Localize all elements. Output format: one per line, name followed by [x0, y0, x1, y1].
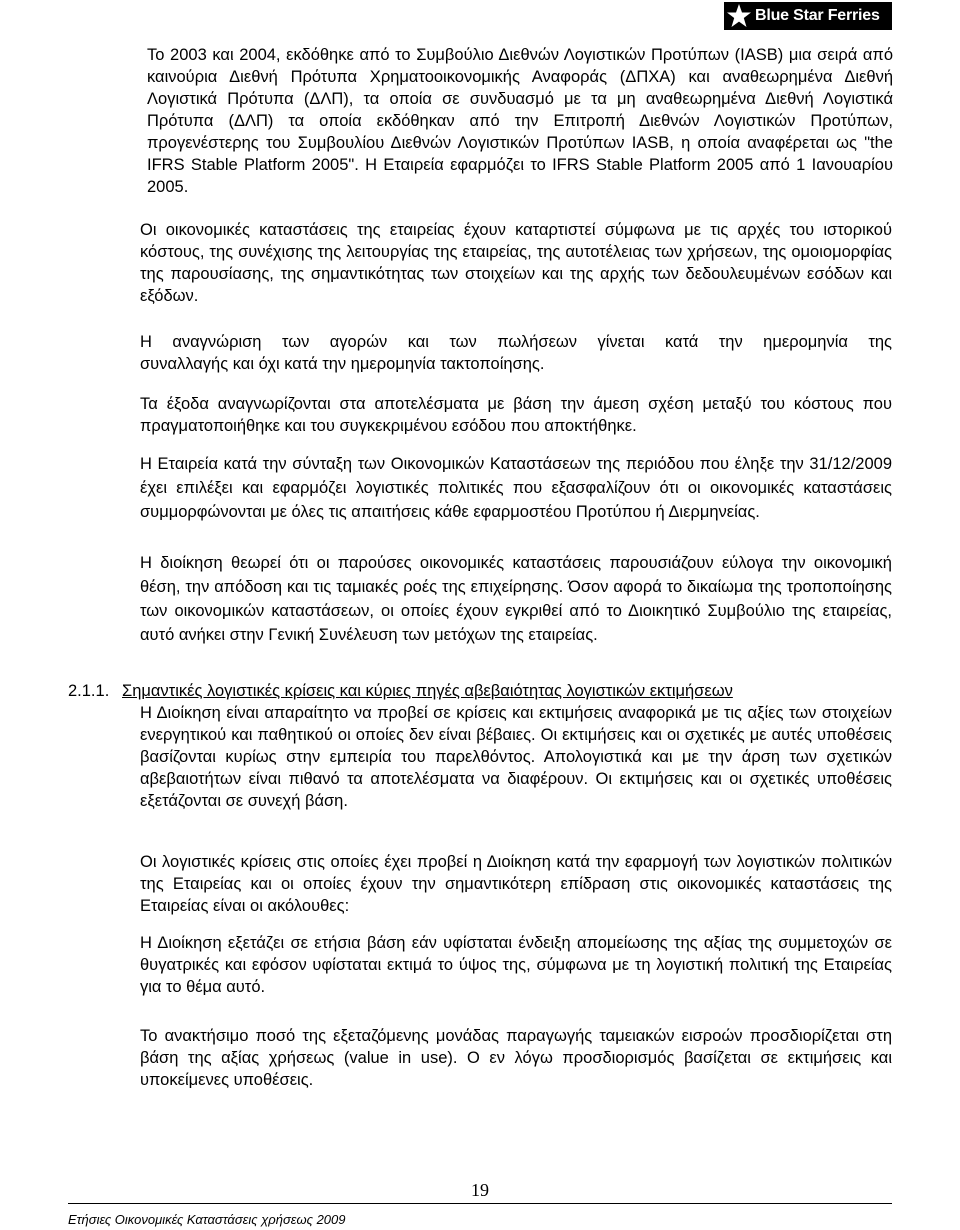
- page-number: 19: [471, 1180, 489, 1200]
- paragraph-expenses: Τα έξοδα αναγνωρίζονται στα αποτελέσματα με βάση την άμεση σχέση μεταξύ του κόστους που πραγματοποιήθηκε και του συγκεκριμένου εσόδου που αποκτήθηκε.: [140, 395, 892, 435]
- footer-caption: Ετήσιες Οικονομικές Καταστάσεις χρήσεως 2009: [68, 1212, 346, 1227]
- paragraph-accounting-principles: Οι οικονομικές καταστάσεις της εταιρείας έχουν καταρτιστεί σύμφωνα με τις αρχές του ιστορικού κόστους, της συνέχισης της λειτουργίας της εταιρείας, της αυτοτέλειας των χρήσεων, της ομοιομορφίας της παρουσίασης, της σημαντικότητας των στοιχείων και της αρχής των δεδουλευμένων εσόδων και εξόδων.: [140, 221, 892, 305]
- paragraph-impairment: Η Διοίκηση εξετάζει σε ετήσια βάση εάν υφίσταται ένδειξη απομείωσης της αξίας της συμμετοχών σε θυγατρικές και εφόσον υφίσταται εκτιμά το ύψος της, σύμφωνα με τη λογιστική πολιτική της Εταιρείας για το θέμα αυτό.: [140, 934, 892, 996]
- paragraph-estimates: Η Διοίκηση είναι απαραίτητο να προβεί σε κρίσεις και εκτιμήσεις αναφορικά με τις αξίες των στοιχείων ενεργητικού και παθητικού οι οποίες δεν είναι βέβαιες. Οι εκτιμήσεις και οι σχετικές με αυτές υποθέσεις βασίζονται κυρίως στην εμπειρία του παρελθόντος. Απολογιστικά και με την άρση των σχετικών αβεβαιοτήτων είναι πιθανό τα αποτελέσματα να διαφέρουν. Οι εκτιμήσεις και οι σχετικές υποθέσεις εξετάζονται σε συνεχή βάση.: [140, 704, 892, 810]
- logo-text: Blue Star Ferries: [755, 7, 880, 24]
- paragraph-recognition-line1: Η αναγνώριση των αγορών και των πωλήσεων γίνεται κατά την ημερομηνία της: [140, 333, 892, 351]
- section-title: Σημαντικές λογιστικές κρίσεις και κύριες πηγές αβεβαιότητας λογιστικών εκτιμήσεων: [122, 682, 733, 700]
- paragraph-recoverable-amount: Το ανακτήσιμο ποσό της εξεταζόμενης μονάδας παραγωγής ταμειακών εισροών προσδιορίζεται στη βάση της αξίας χρήσεως (value in use). Ο εν λόγω προσδιορισμός βασίζεται σε εκτιμήσεις και υποκείμενες υποθέσεις.: [140, 1027, 892, 1089]
- section-heading: [68, 680, 898, 702]
- section-number: 2.1.1.: [68, 682, 110, 700]
- footer-divider: [68, 1203, 892, 1204]
- paragraph-recognition-line2: συναλλαγής και όχι κατά την ημερομηνία τακτοποίησης.: [140, 355, 545, 373]
- paragraph-ifrs-intro: Το 2003 και 2004, εκδόθηκε από το Συμβούλιο Διεθνών Λογιστικών Προτύπων (IASB) μια σειρά από καινούρια Διεθνή Πρότυπα Χρηματοοικονομικής Αναφοράς (ΔΠΧΑ) και αναθεωρημένα Διεθνή Λογιστικά Πρότυπα (ΔΛΠ), τα οποία σε συνδυασμό με τα μη αναθεωρημένα Διεθνή Λογιστικά Πρότυπα (ΔΛΠ) τα οποία εκδόθηκαν από την Επιτροπή Διεθνών Λογιστικών Προτύπων, προγενέστερης του Συμβουλίου Διεθνών Λογιστικών Προτύπων IASB, η οποία αναφέρεται ως "the IFRS Stable Platform 2005". Η Εταιρεία εφαρμόζει το IFRS Stable Platform 2005 από 1 Ιανουαρίου 2005.: [147, 46, 893, 196]
- paragraph-judgements: Οι λογιστικές κρίσεις στις οποίες έχει προβεί η Διοίκηση κατά την εφαρμογή των λογιστικών πολιτικών της Εταιρείας και οι οποίες έχουν την σημαντικότερη επίδραση στις οικονομικές καταστάσεις της Εταιρείας είναι οι ακόλουθες:: [140, 853, 892, 915]
- paragraph-management-view: Η διοίκηση θεωρεί ότι οι παρούσες οικονομικές καταστάσεις παρουσιάζουν εύλογα την οικονομική θέση, την απόδοση και τις ταμιακές ροές της επιχείρησης. Όσον αφορά το δικαίωμα της τροποποίησης των οικονομικών καταστάσεων, οι οποίες έχουν εγκριθεί από το Διοικητικό Συμβούλιο της εταιρείας, αυτό ανήκει στην Γενική Συνέλευση των μετόχων της εταιρείας.: [140, 554, 892, 644]
- star-icon: [726, 3, 752, 29]
- company-logo: [724, 2, 892, 30]
- paragraph-policies: Η Εταιρεία κατά την σύνταξη των Οικονομικών Καταστάσεων της περιόδου που έληξε την 31/12/2009 έχει επιλέξει και εφαρμόζει λογιστικές πολιτικές που εξασφαλίζουν ότι οι οικονομικές καταστάσεις συμμορφώνονται με όλες τις απαιτήσεις κάθε εφαρμοστέου Προτύπου ή Διερμηνείας.: [140, 455, 892, 521]
